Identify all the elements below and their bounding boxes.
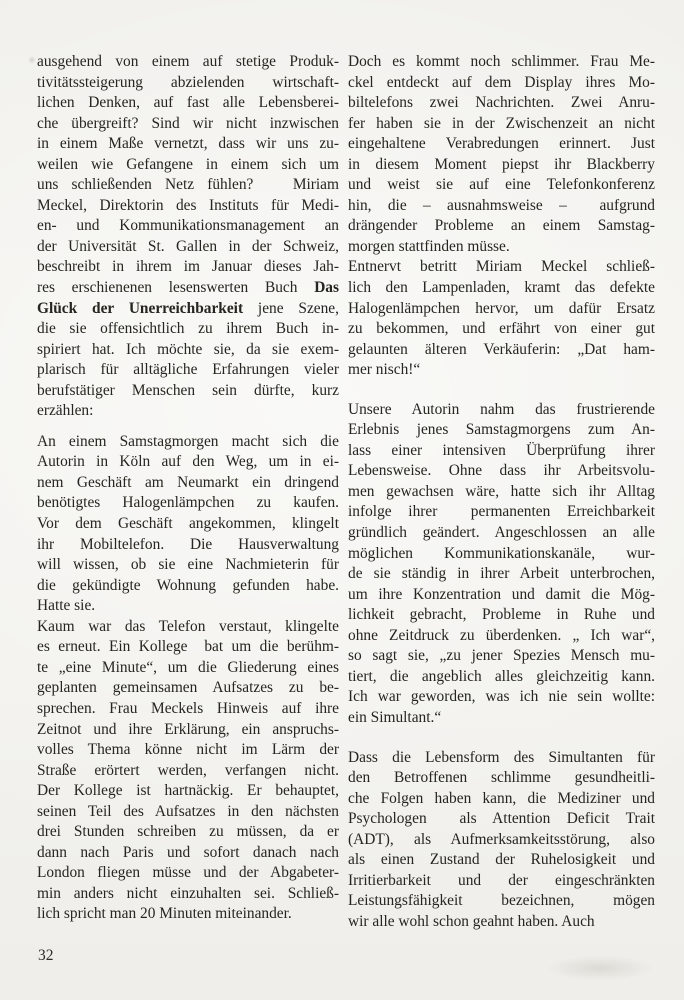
text-line: hin, die – ausnahmsweise – aufgrund bbox=[348, 196, 655, 214]
text-line: wir alle wohl schon geahnt haben. Auch bbox=[348, 912, 595, 930]
text-line: lich spricht man 20 Minuten miteinander. bbox=[37, 905, 292, 923]
paragraph bbox=[348, 52, 655, 257]
text-line: (ADT), als Aufmerksamkeitsstörung, also bbox=[348, 830, 655, 848]
text-line: biltelefons zwei Nachrichten. Zwei Anru- bbox=[348, 94, 655, 112]
text-line: Zeitnot und ihre Erklärung, ein anspruchs- bbox=[37, 720, 339, 738]
scan-smudge bbox=[545, 955, 655, 981]
scan-speck bbox=[28, 56, 36, 64]
text-line: geplanten gemeinsamen Aufsatzes zu be- bbox=[37, 679, 339, 697]
text-column-right bbox=[348, 52, 655, 932]
text-line: weilen wie Gefangene in einem sich um bbox=[37, 155, 339, 173]
text-line: eingehaltene Verabredungen erinnert. Just bbox=[348, 135, 655, 153]
text-line: ckel entdeckt auf dem Display ihres Mo- bbox=[348, 73, 655, 91]
text-line: min anders nicht einzuhalten sei. Schließ- bbox=[37, 884, 339, 902]
text-line: spiriert hat. Ich möchte sie, da sie exem- bbox=[37, 340, 339, 358]
text-line: gründlich geändert. Angeschlossen an alle bbox=[348, 524, 655, 542]
text-line: in diesem Moment piepst ihr Blackberry bbox=[348, 155, 655, 173]
text-line: che Folgen haben kann, die Mediziner und bbox=[348, 789, 655, 807]
text-line: erzählen: bbox=[37, 402, 94, 420]
text-line: Ich war geworden, was ich nie sein wollte: bbox=[348, 688, 655, 706]
paragraph bbox=[37, 52, 339, 422]
text-line: res erschienenen lesenswerten Buch Das bbox=[37, 279, 339, 297]
text-line: Straße erörtert werden, verfangen nicht. bbox=[37, 761, 339, 779]
text-line: Psychologen als Attention Deficit Trait bbox=[348, 810, 655, 828]
text-line: so sagt sie, „zu jener Spezies Mensch mu- bbox=[348, 647, 655, 665]
text-line: Glück der Unerreichbarkeit jene Szene, bbox=[37, 299, 339, 317]
text-line: ihr Mobiltelefon. Die Hausverwaltung bbox=[37, 535, 339, 553]
text-line: ohne Zeitdruck zu überdenken. „ Ich war“, bbox=[348, 626, 655, 644]
text-line: Dass die Lebensform des Simultanten für bbox=[348, 748, 655, 766]
text-line: uns schließenden Netz fühlen? Miriam bbox=[37, 176, 339, 194]
text-line: lich den Lampenladen, kramt das defekte bbox=[348, 279, 655, 297]
text-line: Autorin in Köln auf den Weg, um in ei- bbox=[37, 453, 339, 471]
paragraph bbox=[348, 400, 655, 729]
text-line: in einem Maße vernetzt, dass wir uns zu- bbox=[37, 135, 339, 153]
text-line: beschreibt in ihrem im Januar dieses Jah- bbox=[37, 258, 339, 276]
text-line: möglichen Kommunikationskanäle, wur- bbox=[348, 544, 655, 562]
text-line: Entnervt betritt Miriam Meckel schließ- bbox=[348, 258, 655, 276]
text-line: will wissen, ob sie eine Nachmieterin für bbox=[37, 556, 339, 574]
text-line: volles Thema könne nicht im Lärm der bbox=[37, 741, 339, 759]
text-line: fer haben sie in der Zwischenzeit an nicht bbox=[348, 114, 655, 132]
text-line: Kaum war das Telefon verstaut, klingelte bbox=[37, 617, 339, 635]
text-line: es erneut. Ein Kollege bat um die berühm- bbox=[37, 638, 339, 656]
text-line: tiert, die angeblich alles gleichzeitig kann. bbox=[348, 667, 655, 685]
text-line: che übergreift? Sind wir nicht inzwischen bbox=[37, 114, 339, 132]
text-line: men gewachsen wäre, hatte sich ihr Alltag bbox=[348, 482, 655, 500]
text-line: Doch es kommt noch schlimmer. Frau Me- bbox=[348, 53, 655, 70]
text-line: Der Kollege ist hartnäckig. Er behauptet, bbox=[37, 782, 339, 800]
text-line: gelaunten älteren Verkäuferin: „Dat ham- bbox=[348, 340, 655, 358]
text-line: Halogenlämpchen hervor, um dafür Ersatz bbox=[348, 299, 655, 317]
text-line: die sie offensichtlich zu ihrem Buch in- bbox=[37, 320, 339, 338]
text-line: de sie ständig in ihrer Arbeit unterbrochen, bbox=[348, 565, 655, 583]
text-line: lass einer intensiven Überprüfung ihrer bbox=[348, 441, 655, 459]
text-line: drei Stunden schreiben zu müssen, da er bbox=[37, 823, 339, 841]
text-line: en- und Kommunikationsmanagement an bbox=[37, 217, 339, 235]
text-line: infolge ihrer permanenten Erreichbarkeit bbox=[348, 503, 655, 521]
text-line: Leistungsfähigkeit bezeichnen, mögen bbox=[348, 892, 655, 910]
text-line: benötigtes Halogenlämpchen zu kaufen. bbox=[37, 494, 339, 512]
text-line: mer nisch!“ bbox=[348, 361, 421, 379]
text-line: und weist sie auf eine Telefonkonferenz bbox=[348, 176, 655, 194]
text-line: Irritierbarkeit und der eingeschränkten bbox=[348, 871, 655, 889]
text-line: An einem Samstagmorgen macht sich die bbox=[37, 432, 339, 450]
text-block bbox=[37, 52, 655, 932]
text-line: London fliegen müsse und der Abgabeter- bbox=[37, 864, 339, 882]
text-line: Vor dem Geschäft angekommen, klingelt bbox=[37, 515, 339, 533]
text-line: Hatte sie. bbox=[37, 597, 96, 615]
paragraph bbox=[348, 257, 655, 380]
page-number: 32 bbox=[38, 947, 54, 964]
text-line: plarisch für alltägliche Erfahrungen vieler bbox=[37, 361, 339, 379]
text-line: die gekündigte Wohnung gefunden habe. bbox=[37, 576, 339, 594]
text-line: zu bekommen, und erfährt von einer gut bbox=[348, 320, 655, 338]
text-line: ein Simultant.“ bbox=[348, 708, 442, 726]
text-line: Erlebnis jenes Samstagmorgens zum An- bbox=[348, 421, 655, 439]
text-line: der Universität St. Gallen in der Schweiz, bbox=[37, 237, 339, 255]
text-line: um ihre Konzentration und damit die Mög- bbox=[348, 585, 655, 603]
text-line: drängender Probleme an einem Samstag- bbox=[348, 217, 655, 235]
text-line: Unsere Autorin nahm das frustrierende bbox=[348, 400, 655, 418]
text-line: tivitätssteigerung abzielenden wirtschaft- bbox=[37, 73, 339, 91]
text-line: Meckel, Direktorin des Instituts für Medi- bbox=[37, 196, 339, 214]
text-line: te „eine Minute“, um die Gliederung eines bbox=[37, 658, 339, 676]
text-column-left bbox=[37, 52, 339, 932]
text-line: seinen Teil des Aufsatzes in den nächsten bbox=[37, 802, 339, 820]
text-line: lichen Denken, auf fast alle Lebensberei- bbox=[37, 94, 339, 112]
text-line: nem Geschäft am Neumarkt ein dringend bbox=[37, 473, 339, 491]
paragraph bbox=[37, 432, 339, 617]
paragraph bbox=[37, 617, 339, 925]
text-line: lichkeit gebracht, Probleme in Ruhe und bbox=[348, 606, 655, 624]
text-line: dann nach Paris und sofort danach nach bbox=[37, 843, 339, 861]
text-line: morgen stattfinden müsse. bbox=[348, 237, 510, 255]
text-line: ausgehend von einem auf stetige Produk- bbox=[37, 53, 339, 70]
text-line: berufstätiger Menschen sein dürfte, kurz bbox=[37, 381, 339, 399]
text-line: Lebensweise. Ohne dass ihr Arbeitsvolu- bbox=[348, 462, 655, 480]
text-line: als einen Zustand der Ruhelosigkeit und bbox=[348, 851, 655, 869]
text-line: den Betroffenen schlimme gesundheitli- bbox=[348, 769, 655, 787]
text-line: sprechen. Frau Meckels Hinweis auf ihre bbox=[37, 699, 339, 717]
paragraph bbox=[348, 748, 655, 933]
